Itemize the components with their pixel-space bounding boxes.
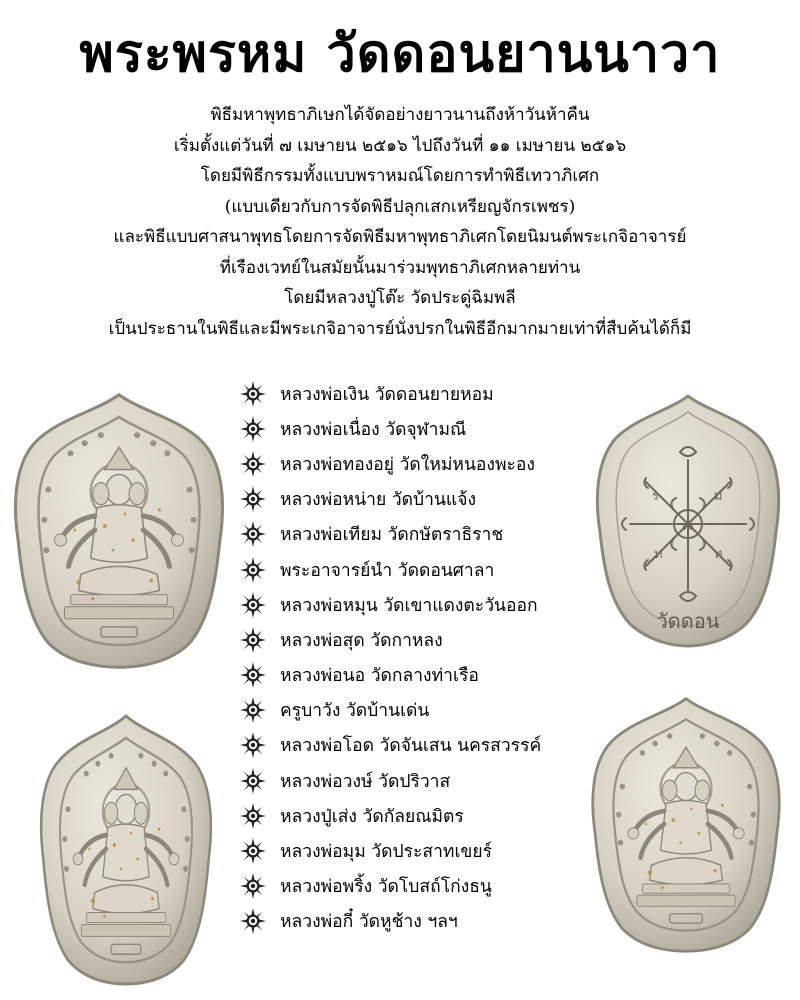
list-item: [240, 622, 570, 657]
amulet-inscription: วัดดอน: [656, 609, 720, 633]
dharma-wheel-icon: [240, 627, 266, 653]
svg-text:ท: ท: [714, 547, 723, 562]
amulet-back-image: [590, 390, 786, 650]
intro-line: (แบบเดียวกับการจัดพิธีปลุกเสกเหรียญจักรเพชร): [224, 196, 576, 217]
svg-text:ท: ท: [654, 547, 663, 562]
dharma-wheel-icon: [240, 908, 266, 934]
intro-line: โดยมีหลวงปู่โต๊ะ วัดประดู่ฉิมพลี: [284, 288, 516, 308]
intro-line: ที่เรืองเวทย์ในสมัยนั้นมาร่วมพุทธาภิเศกหลายท่าน: [219, 257, 581, 278]
monk-name: หลวงพ่อเทียม วัดกษัตราธิราช: [280, 525, 504, 546]
monk-name: หลวงปู่เส่ง วัดกัลยณมิตร: [280, 806, 464, 827]
list-item: [240, 833, 570, 868]
dharma-wheel-icon: [240, 486, 266, 512]
dharma-wheel-icon: [240, 768, 266, 794]
svg-text:ม: ม: [714, 489, 723, 504]
dharma-wheel-icon: [240, 697, 266, 723]
list-item: [240, 869, 570, 904]
dharma-wheel-icon: [240, 838, 266, 864]
monk-name: หลวงพ่อกี๋ วัดหูช้าง ฯลฯ: [280, 912, 458, 933]
list-item: [240, 411, 570, 446]
dharma-wheel-icon: [240, 557, 266, 583]
dharma-wheel-icon: [240, 662, 266, 688]
list-item: [240, 517, 570, 552]
monk-name: หลวงพ่อทองอยู่ วัดใหม่หนองพะอง: [280, 454, 535, 475]
dharma-wheel-icon: [240, 873, 266, 899]
svg-text:ร: ร: [652, 489, 659, 504]
list-item: [240, 587, 570, 622]
intro-line: โดยมีพิธีกรรมทั้งแบบพราหมณ์โดยการทำพิธีเทวาภิเศก: [200, 166, 600, 186]
svg-text:ฒ: ฒ: [682, 519, 694, 534]
list-item: [240, 446, 570, 481]
list-item: [240, 904, 570, 939]
monk-name: หลวงพ่อสุด วัดกาหลง: [280, 630, 443, 651]
monk-name: หลวงพ่อวงษ์ วัดปริวาส: [280, 771, 451, 792]
dharma-wheel-icon: [240, 592, 266, 618]
monk-name: พระอาจารย์นำ วัดดอนศาลา: [280, 560, 495, 581]
dharma-wheel-icon: [240, 451, 266, 477]
dharma-wheel-icon: [240, 803, 266, 829]
dharma-wheel-icon: [240, 416, 266, 442]
monk-name: หลวงพ่อมุม วัดประสาทเขยร์: [280, 842, 493, 863]
list-item: [240, 798, 570, 833]
monk-name: ครูบาวัง วัดบ้านเด่น: [280, 701, 430, 722]
amulet-front-image: [35, 710, 217, 988]
monk-name: หลวงพ่อหน่าย วัดบ้านแจ้ง: [280, 490, 476, 511]
monk-name: หลวงพ่อเงิน วัดดอนยายหอม: [280, 384, 494, 405]
dharma-wheel-icon: [240, 732, 266, 758]
list-item: [240, 552, 570, 587]
intro-text: [40, 100, 760, 344]
list-item: [240, 482, 570, 517]
intro-line: เป็นประธานในพิธีและมีพระเกจิอาจารย์นั่งปรกในพิธีอีกมากมายเท่าที่สืบค้นได้ก็มี: [108, 318, 692, 339]
list-item: [240, 376, 570, 411]
list-item: [240, 728, 570, 763]
monk-name: หลวงพ่อเนื่อง วัดจุฬามณี: [280, 419, 467, 440]
intro-line: พิธีมหาพุทธาภิเษกได้จัดอย่างยาวนานถึงห้าวันห้าคืน: [210, 105, 590, 125]
intro-line: เริ่มตั้งแต่วันที่ ๗ เมษายน ๒๕๑๖ ไปถึงวันที่ ๑๑ เมษายน ๒๕๑๖: [173, 135, 627, 156]
dharma-wheel-icon: [240, 381, 266, 407]
monk-name: หลวงพ่อพริ้ง วัดโบสถ์โก่งธนู: [280, 877, 492, 898]
monk-name: หลวงพ่อนอ วัดกลางท่าเรือ: [280, 666, 479, 687]
monk-list: [240, 376, 570, 939]
list-item: [240, 658, 570, 693]
page-title: พระพรหม วัดดอนยานนาวา: [79, 24, 721, 84]
monk-name: หลวงพ่อหมุน วัดเขาแดงตะวันออก: [280, 595, 538, 616]
amulet-front-image: [586, 693, 786, 955]
intro-line: และพิธีแบบศาสนาพุทธโดยการจัดพิธีมหาพุทธาภิเศกโดยนิมนต์พระเกจิอาจารย์: [113, 227, 687, 247]
list-item: [240, 763, 570, 798]
amulet-front-image: [8, 385, 230, 675]
list-item: [240, 693, 570, 728]
monk-name: หลวงพ่อโอด วัดจันเสน นครสวรรค์: [280, 736, 542, 757]
dharma-wheel-icon: [240, 521, 266, 547]
